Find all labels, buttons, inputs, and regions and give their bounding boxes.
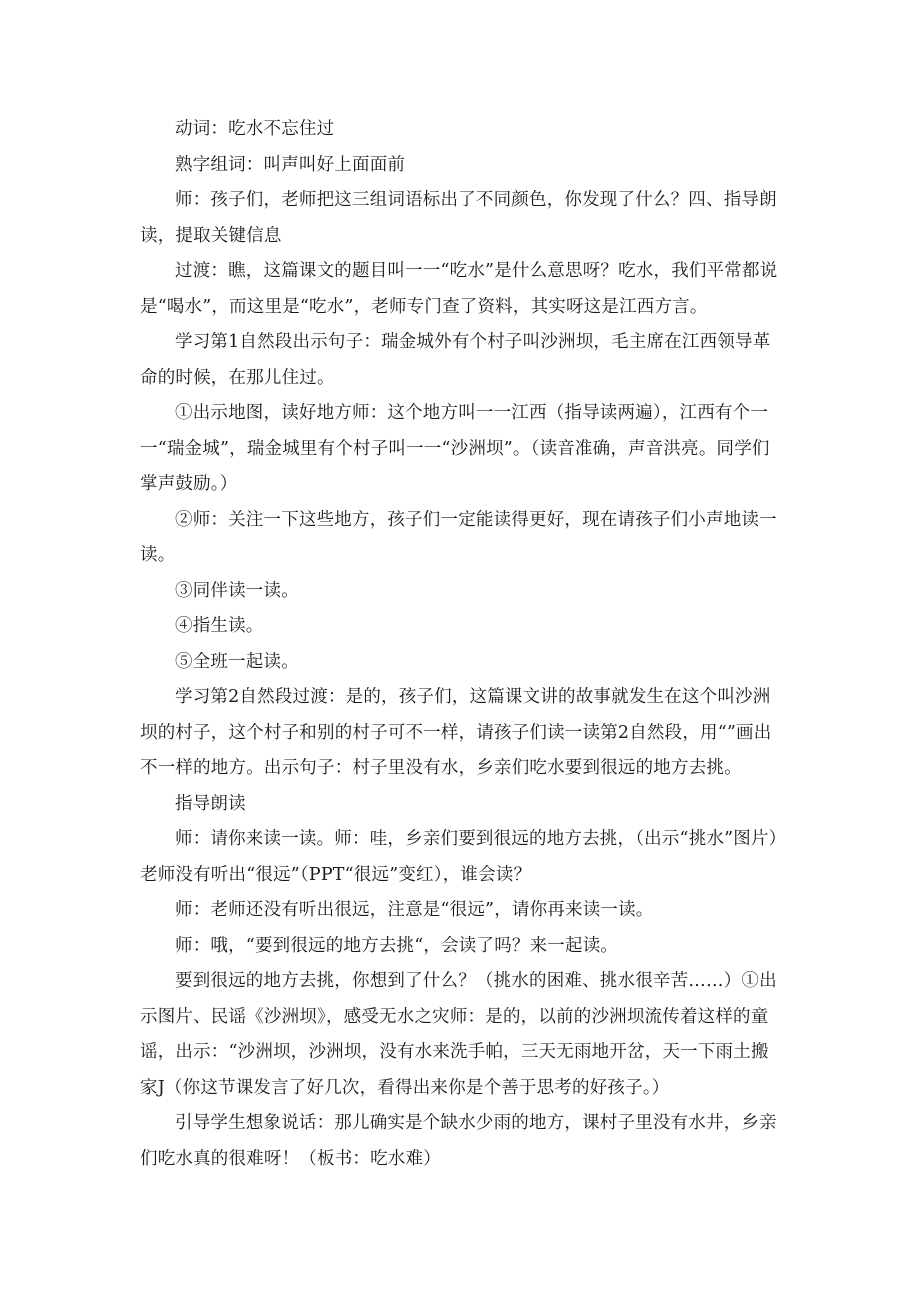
paragraph-transition-chishui: 过渡：瞧，这篇课文的题目叫一一“吃水”是什么意思呀？吃水，我们平常都说是“喝水”，而这里是“吃水”，老师专门查了资料，其实呀这是江西方言。 [140,261,778,317]
paragraph-peer-reading: ③同伴读一读。 [175,580,299,601]
paragraph-teacher-colors: 师：孩子们，老师把这三组词语标出了不同颜色，你发现了什么？四、指导朗读，提取关键信息 [140,190,777,246]
paragraph-guided-reading: 指导朗读 [175,793,246,814]
paragraph-familiar-words: 熟字组词：叫声叫好上面面前 [175,154,406,175]
paragraph-focus-places: ②师：关注一下这些地方，孩子们一定能读得更好，现在请孩子们小声地读一读。 [140,509,777,565]
paragraph-section-1: 学习第1自然段出示句子：瑞金城外有个村子叫沙洲坝，毛主席在江西领导革命的时候，在那儿住过。 [140,332,771,388]
paragraph-map-reading: ①出示地图，读好地方师：这个地方叫一一江西（指导读两遍），江西有个一一“瑞金城”，瑞金城里有个村子叫一一“沙洲坝”。（读音准确，声音洪亮。同学们掌声鼓励。） [140,403,770,494]
paragraph-section-2: 学习第2自然段过渡：是的，孩子们，这篇课文讲的故事就发生在这个叫沙洲坝的村子，这个村子和别的村子可不一样，请孩子们读一读第2自然段，用“”画出不一样的地方。出示句子：村子里没有水，乡亲们吃水要到很远的地方去挑。 [140,687,772,778]
paragraph-verb-words: 动词：吃水不忘住过 [175,119,335,139]
paragraph-teacher-together: 师：哦，“要到很远的地方去挑“，会读了吗？来一起读。 [175,935,619,956]
document-body [140,112,785,1177]
paragraph-ballad: 要到很远的地方去挑，你想到了什么？（挑水的困难、挑水很辛苦……）①出示图片、民谣《沙洲坝》，感受无水之灾师：是的，以前的沙洲坝流传着这样的童谣，出示：“沙洲坝，沙洲坝，没有水来洗手帕，三天无雨地开岔，天一下雨土搬家J（你这节课发言了好几次，看得出来你是个善于思考的好孩子。） [140,971,777,1098]
paragraph-teacher-far: 师：老师还没有听出很远，注意是“很远”，请你再来读一读。 [175,900,654,920]
paragraph-teacher-read: 师：请你来读一读。师：哇，乡亲们要到很远的地方去挑，（出示“挑水”图片）老师没有听出“很远”（PPT“很远”变红），谁会读？ [140,829,778,885]
paragraph-imagine-speaking: 引导学生想象说话：那儿确实是个缺水少雨的地方，课村子里没有水井，乡亲们吃水真的很难呀！（板书：吃水难） [140,1113,777,1169]
paragraph-student-reading: ④指生读。 [175,616,264,636]
paragraph-class-reading: ⑤全班一起读。 [175,651,299,672]
